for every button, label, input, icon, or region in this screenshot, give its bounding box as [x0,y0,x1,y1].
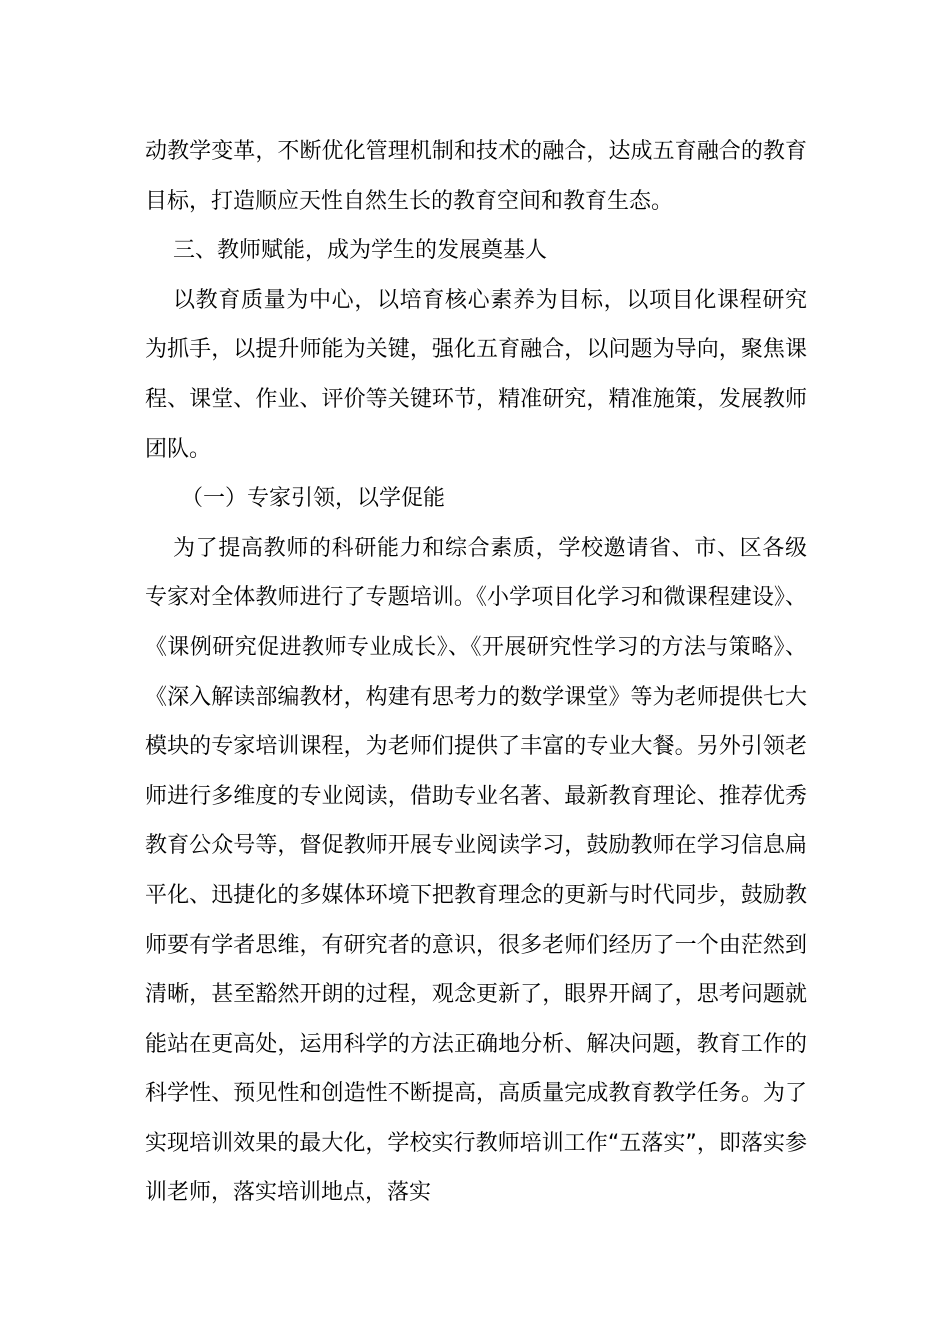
section-heading-3: 三、教师赋能，成为学生的发展奠基人 [173,238,548,264]
paragraph-section-3-intro: 以教育质量为中心，以培育核心素养为目标，以项目化课程研究为抓手，以提升师能为关键，强化五育融合，以问题为导向，聚焦课程、课堂、作业、评价等关键环节，精准研究，精准施策，发展教师团队。 [145,287,807,462]
document-body [145,127,807,1218]
paragraph-continuation: 动教学变革，不断优化管理机制和技术的融合，达成五育融合的教育目标，打造顺应天性自然生长的教育空间和教育生态。 [145,139,807,214]
subsection-heading-1: （一）专家引领，以学促能 [181,486,446,512]
paragraph-expert-training: 为了提高教师的科研能力和综合素质，学校邀请省、市、区各级专家对全体教师进行了专题培训。《小学项目化学习和微课程建设》、《课例研究促进教师专业成长》、《开展研究性学习的方法与策略》、《深入解读部编教材，构建有思考力的数学课堂》等为老师提供七大模块的专家培训课程，为老师们提供了丰富的专业大餐。另外引领老师进行多维度的专业阅读，借助专业名著、最新教育理论、推荐优秀教育公众号等，督促教师开展专业阅读学习，鼓励教师在学习信息扁平化、迅捷化的多媒体环境下把教育理念的更新与时代同步，鼓励教师要有学者思维，有研究者的意识，很多老师们经历了一个由茫然到清晰，甚至豁然开朗的过程，观念更新了，眼界开阔了，思考问题就能站在更高处，运用科学的方法正确地分析、解决问题，教育工作的科学性、预见性和创造性不断提高，高质量完成教育教学任务。为了实现培训效果的最大化，学校实行教师培训工作“五落实”，即落实参训老师，落实培训地点，落实 [145,535,807,1206]
